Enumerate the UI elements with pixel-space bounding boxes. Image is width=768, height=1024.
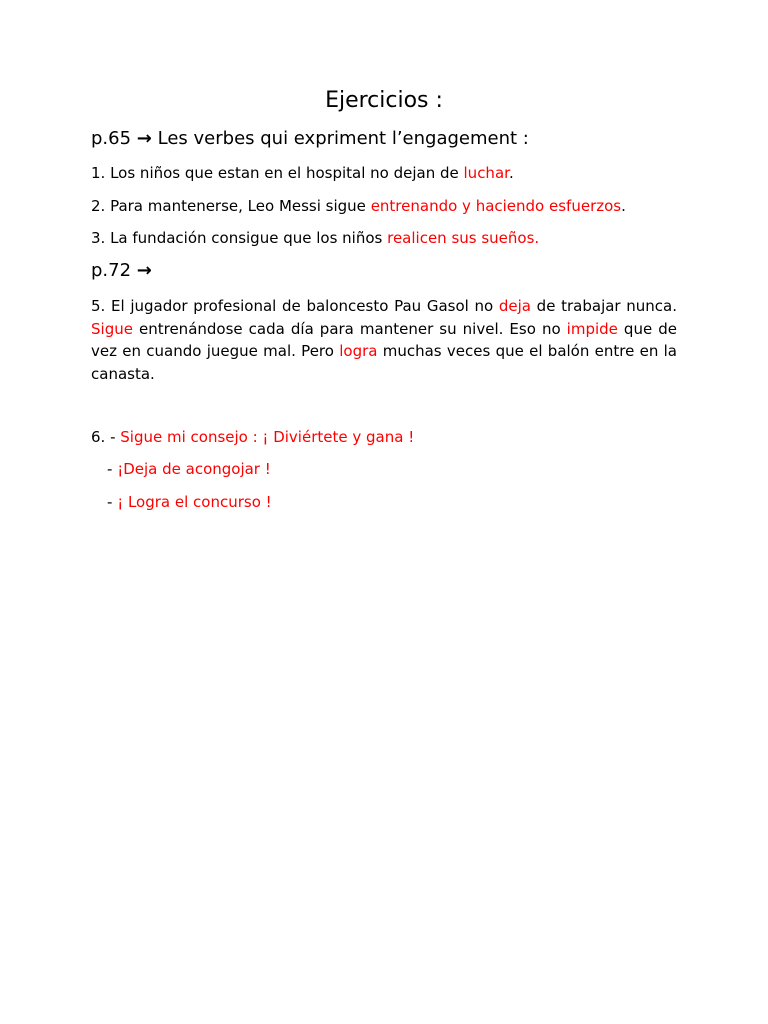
item-suffix: . <box>508 164 514 182</box>
exercise-item-1 <box>91 162 514 184</box>
item-answer: luchar <box>463 164 509 182</box>
item-answer: realicen sus sueños. <box>387 229 540 247</box>
exercise-item-2 <box>91 195 626 217</box>
section-heading-p72 <box>91 259 152 283</box>
section-heading-text: Les verbes qui expriment l’engagement : <box>157 128 529 149</box>
verb-answer: Sigue <box>91 319 133 338</box>
paragraph-text: 5. El jugador profesional de baloncesto Pau Gasol no <box>91 297 499 315</box>
imperative-answer: ¡Deja de acongojar ! <box>117 460 271 478</box>
exercise-number: 6. - <box>91 428 121 446</box>
list-dash: - <box>107 493 118 511</box>
exercise-6-line-2 <box>107 458 271 480</box>
paragraph-text: entrenándose cada día para mantener su nivel. Eso no <box>132 319 567 338</box>
item-text: 3. La fundación consigue que los niños <box>91 229 388 247</box>
paragraph-text: que de vez en cuando juegue mal. Pero <box>91 319 677 361</box>
paragraph-text: de trabajar nunca. <box>530 297 678 315</box>
page-reference: p.65 <box>91 128 132 149</box>
paragraph-text: muchas veces que el balón entre en la canasta. <box>91 342 677 384</box>
exercise-5-paragraph <box>91 295 677 386</box>
exercise-6-line-3 <box>107 491 272 513</box>
imperative-answer: ¡ Logra el concurso ! <box>117 493 272 511</box>
item-suffix: . <box>621 197 626 215</box>
page-reference: p.72 <box>91 260 132 281</box>
section-heading-p65 <box>91 127 529 151</box>
exercise-6-line-1 <box>91 426 414 448</box>
arrow-right-icon: → <box>136 260 152 281</box>
arrow-right-icon: → <box>136 128 152 149</box>
item-text: 1. Los niños que estan en el hospital no dejan de <box>91 164 464 182</box>
exercise-item-3 <box>91 227 539 249</box>
list-dash: - <box>107 460 118 478</box>
page-title: Ejercicios : <box>325 88 443 113</box>
verb-answer: impide <box>566 319 618 338</box>
item-answer: entrenando y haciendo esfuerzos <box>370 197 622 215</box>
verb-answer: logra <box>339 342 378 361</box>
item-text: 2. Para mantenerse, Leo Messi sigue <box>91 197 371 215</box>
verb-answer: deja <box>498 297 531 315</box>
imperative-answer: Sigue mi consejo : ¡ Diviértete y gana ! <box>120 428 415 446</box>
